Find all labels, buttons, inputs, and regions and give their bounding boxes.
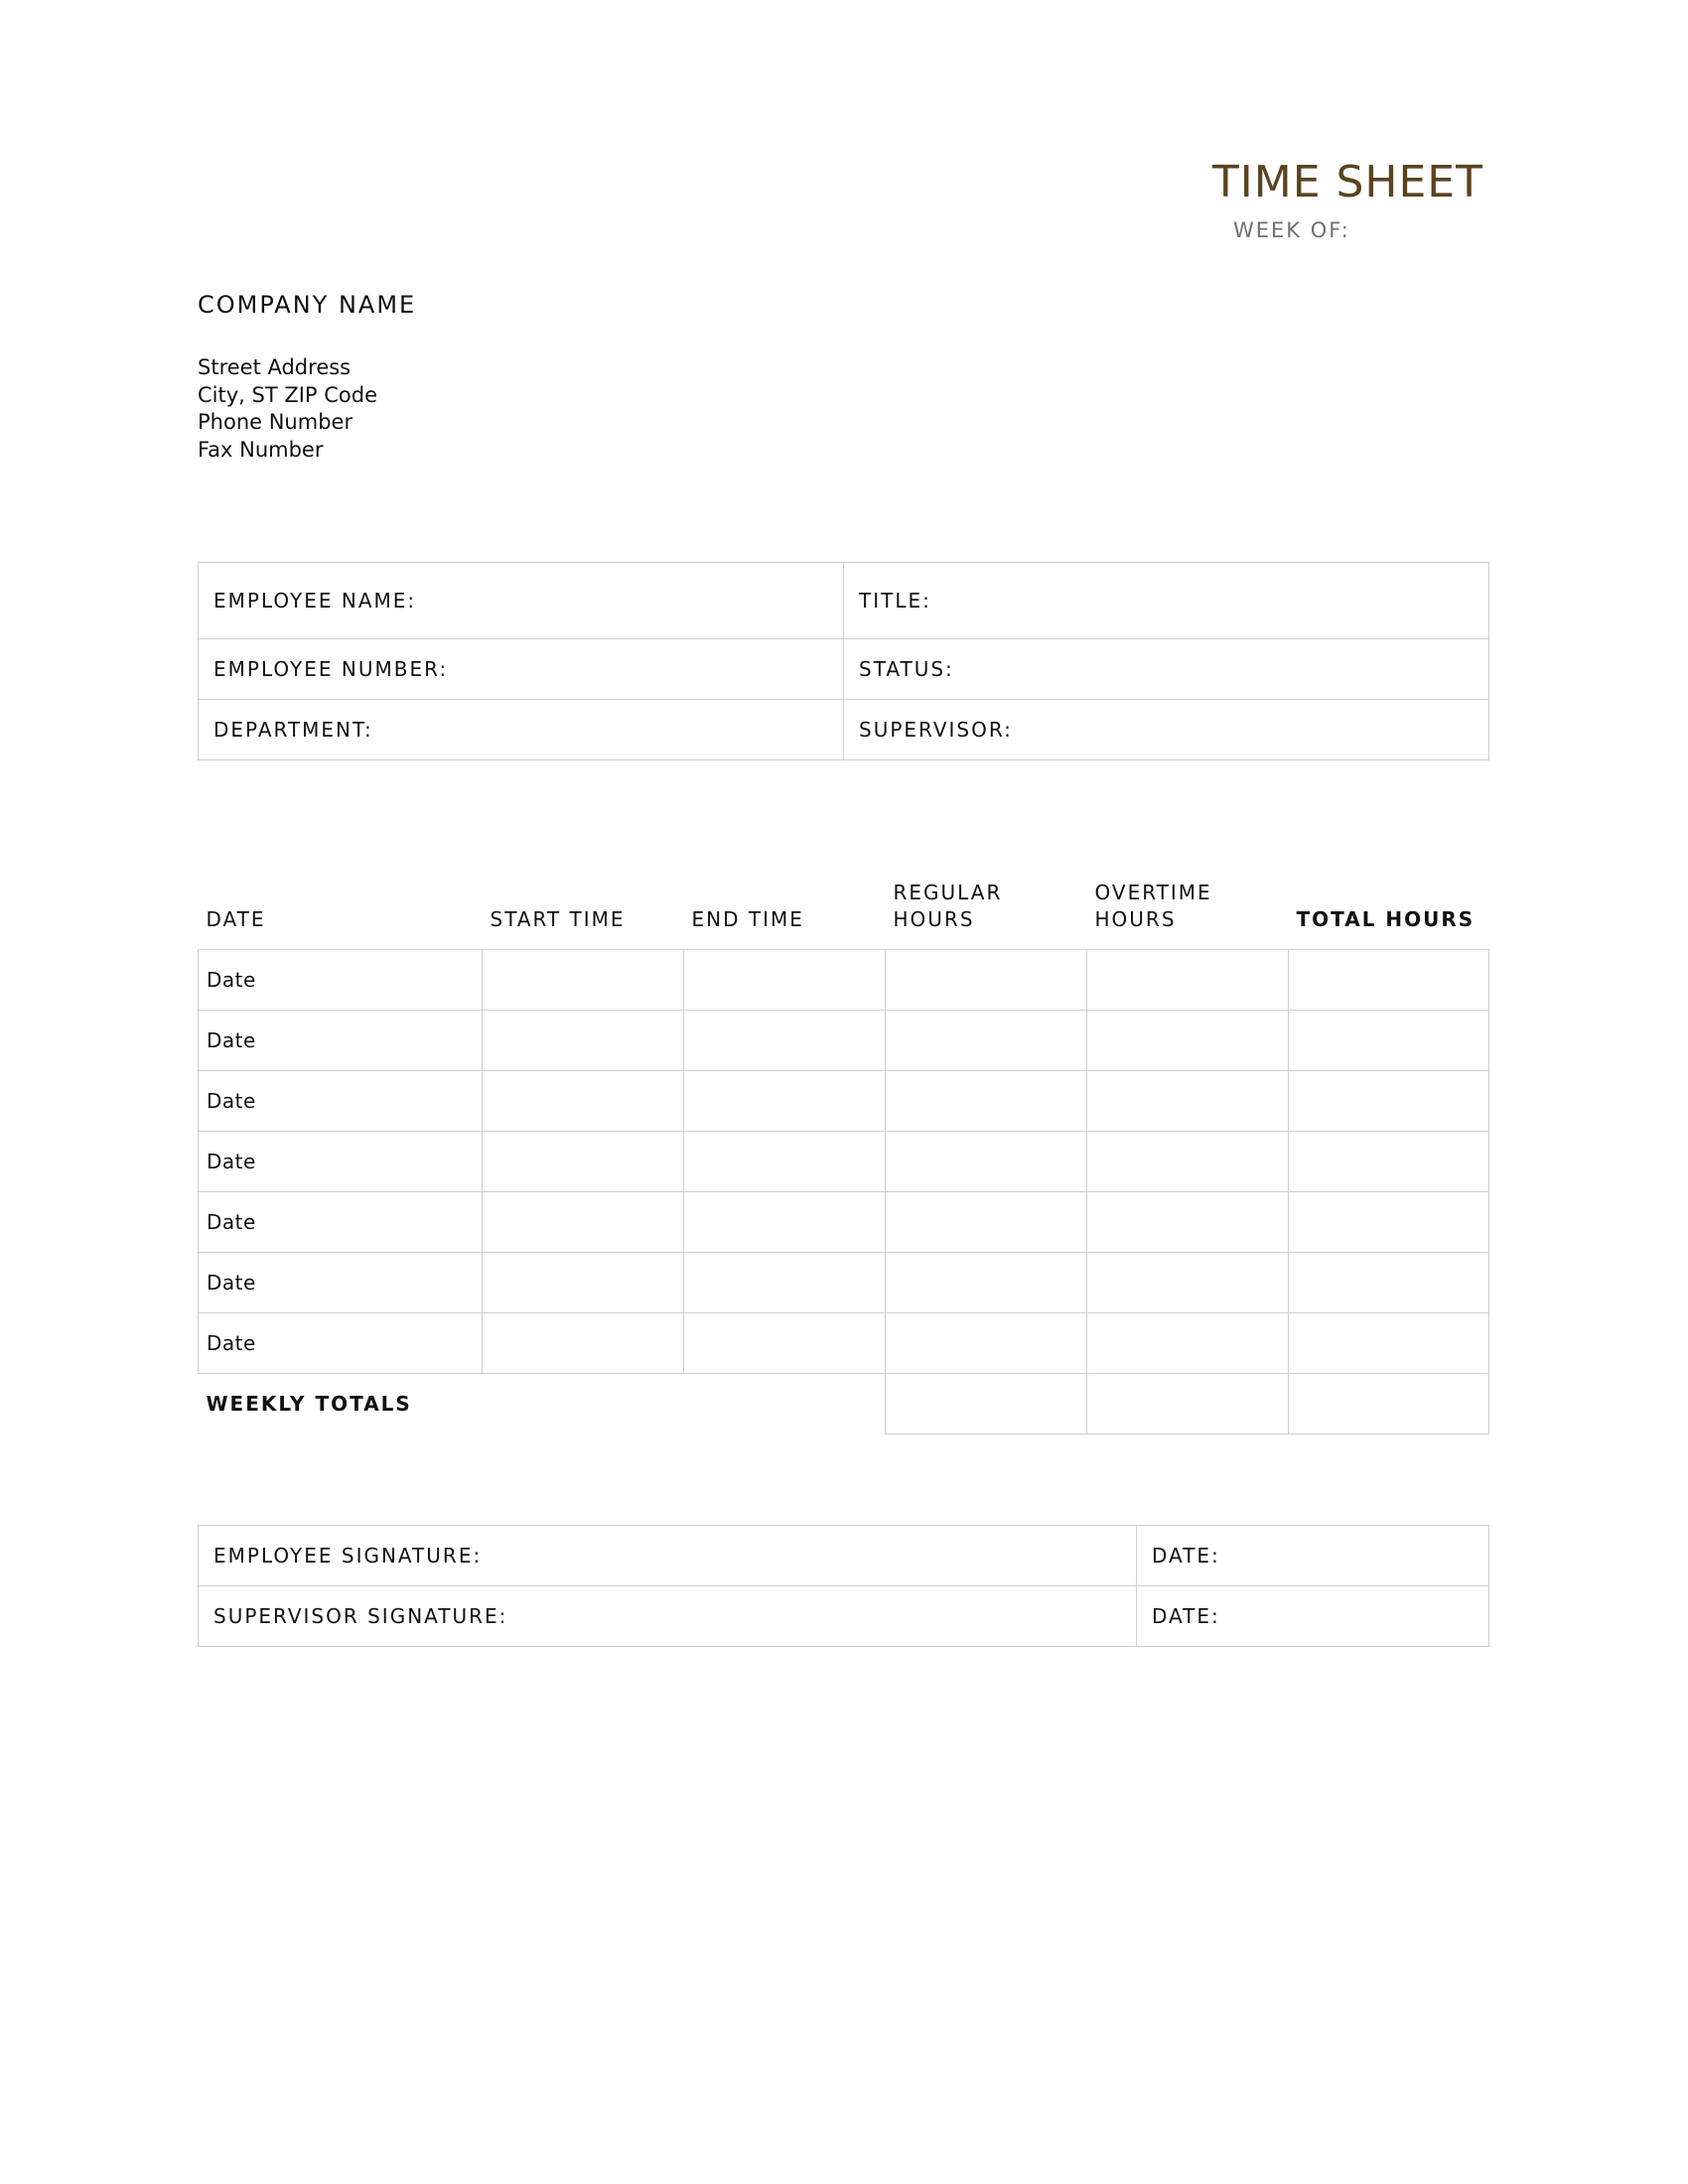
page-title: TIME SHEET [1211, 157, 1483, 207]
title-field[interactable]: TITLE: [844, 563, 1489, 639]
total-hours-column-header: TOTAL HOURS [1289, 852, 1489, 950]
total-hours-cell[interactable] [1289, 1253, 1489, 1313]
date-cell[interactable]: Date [199, 950, 483, 1011]
company-address [198, 354, 377, 464]
week-of-label: WEEK OF: [1233, 218, 1350, 242]
hours-table [198, 852, 1489, 1434]
end-time-cell[interactable] [684, 1132, 886, 1192]
start-time-cell[interactable] [483, 950, 684, 1011]
overtime-hours-column-header [1087, 852, 1289, 950]
overtime-hours-cell[interactable] [1087, 950, 1289, 1011]
supervisor-signature-date-field[interactable]: DATE: [1137, 1586, 1489, 1647]
overtime-hours-cell[interactable] [1087, 1011, 1289, 1071]
info-row [199, 639, 1489, 700]
phone-number: Phone Number [198, 410, 353, 434]
company-name: COMPANY NAME [198, 291, 417, 319]
table-row [199, 1253, 1489, 1313]
end-time-cell[interactable] [684, 1313, 886, 1374]
end-time-column-header: END TIME [684, 852, 886, 950]
date-cell[interactable]: Date [199, 1192, 483, 1253]
overtime-hours-cell[interactable] [1087, 1071, 1289, 1132]
regular-hours-line2: HOURS [893, 907, 975, 931]
date-cell[interactable]: Date [199, 1071, 483, 1132]
date-cell[interactable]: Date [199, 1253, 483, 1313]
total-hours-cell[interactable] [1289, 950, 1489, 1011]
overtime-hours-line1: OVERTIME [1094, 881, 1212, 904]
table-row [199, 1132, 1489, 1192]
regular-hours-cell[interactable] [886, 1071, 1087, 1132]
signature-row [199, 1526, 1489, 1586]
regular-hours-total-cell[interactable] [886, 1374, 1087, 1434]
total-hours-cell[interactable] [1289, 1313, 1489, 1374]
end-time-cell[interactable] [684, 1071, 886, 1132]
date-column-header: DATE [199, 852, 483, 950]
info-row [199, 700, 1489, 760]
table-row [199, 1192, 1489, 1253]
weekly-totals-label: WEEKLY TOTALS [206, 1392, 412, 1417]
table-row [199, 1071, 1489, 1132]
fax-number: Fax Number [198, 437, 324, 462]
overtime-hours-cell[interactable] [1087, 1192, 1289, 1253]
supervisor-field[interactable]: SUPERVISOR: [844, 700, 1489, 760]
end-time-cell[interactable] [684, 1253, 886, 1313]
start-time-cell[interactable] [483, 1253, 684, 1313]
end-time-cell[interactable] [684, 950, 886, 1011]
total-hours-cell[interactable] [1289, 1192, 1489, 1253]
info-row [199, 563, 1489, 639]
employee-signature-field[interactable]: EMPLOYEE SIGNATURE: [199, 1526, 1137, 1586]
table-row [199, 950, 1489, 1011]
overtime-hours-total-cell[interactable] [1087, 1374, 1289, 1434]
street-address: Street Address [198, 355, 352, 379]
start-time-cell[interactable] [483, 1192, 684, 1253]
department-field[interactable]: DEPARTMENT: [199, 700, 844, 760]
employee-name-field[interactable]: EMPLOYEE NAME: [199, 563, 844, 639]
date-cell[interactable]: Date [199, 1313, 483, 1374]
supervisor-signature-field[interactable]: SUPERVISOR SIGNATURE: [199, 1586, 1137, 1647]
hours-header-row [199, 852, 1489, 950]
weekly-totals-row [199, 1374, 1489, 1434]
employee-signature-date-field[interactable]: DATE: [1137, 1526, 1489, 1586]
status-field[interactable]: STATUS: [844, 639, 1489, 700]
total-hours-cell[interactable] [1289, 1011, 1489, 1071]
regular-hours-cell[interactable] [886, 1011, 1087, 1071]
start-time-cell[interactable] [483, 1071, 684, 1132]
total-hours-cell[interactable] [1289, 1132, 1489, 1192]
date-cell[interactable]: Date [199, 1011, 483, 1071]
date-cell[interactable]: Date [199, 1132, 483, 1192]
regular-hours-column-header [886, 852, 1087, 950]
employee-number-field[interactable]: EMPLOYEE NUMBER: [199, 639, 844, 700]
regular-hours-cell[interactable] [886, 1132, 1087, 1192]
city-state-zip: City, ST ZIP Code [198, 382, 378, 407]
end-time-cell[interactable] [684, 1192, 886, 1253]
total-hours-cell[interactable] [1289, 1071, 1489, 1132]
overtime-hours-cell[interactable] [1087, 1132, 1289, 1192]
signature-table [198, 1525, 1489, 1647]
regular-hours-cell[interactable] [886, 1313, 1087, 1374]
overtime-hours-line2: HOURS [1094, 907, 1177, 931]
total-hours-total-cell[interactable] [1289, 1374, 1489, 1434]
signature-row [199, 1586, 1489, 1647]
start-time-cell[interactable] [483, 1132, 684, 1192]
table-row [199, 1011, 1489, 1071]
start-time-column-header: START TIME [483, 852, 684, 950]
employee-info-table [198, 562, 1489, 760]
regular-hours-cell[interactable] [886, 1253, 1087, 1313]
table-row [199, 1313, 1489, 1374]
regular-hours-cell[interactable] [886, 950, 1087, 1011]
start-time-cell[interactable] [483, 1011, 684, 1071]
overtime-hours-cell[interactable] [1087, 1313, 1289, 1374]
start-time-cell[interactable] [483, 1313, 684, 1374]
end-time-cell[interactable] [684, 1011, 886, 1071]
overtime-hours-cell[interactable] [1087, 1253, 1289, 1313]
regular-hours-line1: REGULAR [893, 881, 1003, 904]
regular-hours-cell[interactable] [886, 1192, 1087, 1253]
